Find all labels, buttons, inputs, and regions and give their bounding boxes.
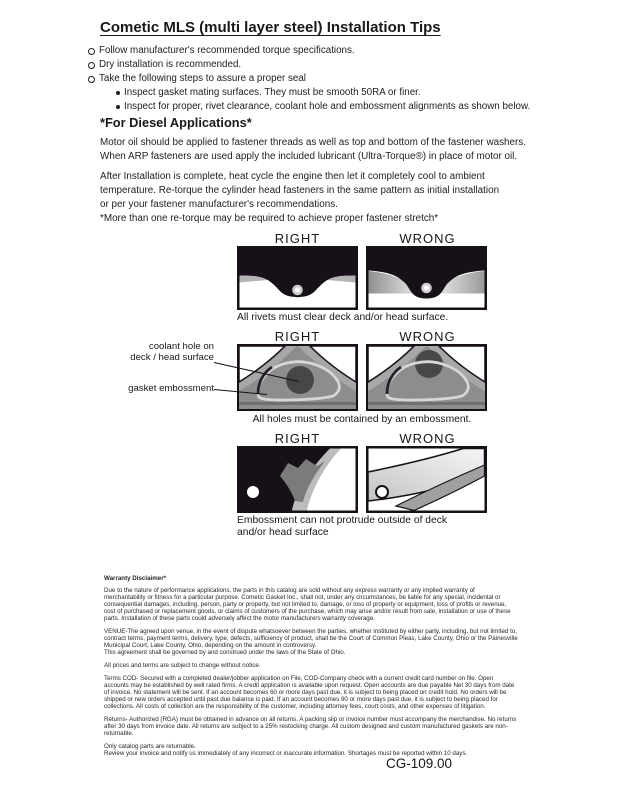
- tip-item: [88, 73, 530, 87]
- open-bullet-icon: [88, 48, 95, 55]
- right-label: RIGHT: [274, 431, 321, 446]
- tip-item: [116, 101, 530, 115]
- legal-paragraph: Terms COD- Secured with a completed dealer/jobber application on File, COD-Company check with a current credit card number on file. Open accounts may be established by well rated firms. A credit application is available upon request. Open accounts are due payable Net 30 days from date of invoice. No statement will be sent. If an account becomes 60 or more days past due, it is subject to being placed on credit hold. No orders will be shipped or new orders accepted until past due balance is paid. If an account becomes 90 or more days past due, it is subject to being placed for collections. All costs of collection are the responsibility of the customer, including attorney fees, court costs, and other expenses of litigation.: [104, 675, 515, 710]
- paragraph-line: After Installation is complete, heat cycle the engine then let it completely cool to ambient: [100, 171, 485, 182]
- diesel-heading: *For Diesel Applications*: [100, 115, 252, 130]
- bolt-hole: [247, 486, 259, 498]
- open-bullet-icon: [88, 62, 95, 69]
- tip-text: Take the following steps to assure a proper seal: [99, 73, 306, 84]
- legal-paragraph: VENUE-The agreed upon venue, in the event of dispute whatsoever between the parties, whether instituted by either party, including, but not limited to, contract terms, payment terms, delivery, type, defects, sufficiency of product, shall be the Court of Common Pleas, Lake County, Ohio or the Painesville Municipal Court, Lake County, Ohio, depending on the amount in controversy.: [104, 628, 518, 649]
- tip-text: Inspect gasket mating surfaces. They must be smooth 50RA or finer.: [124, 87, 421, 98]
- row2-caption: All holes must be contained by an embossment.: [252, 414, 472, 425]
- retorque-note: *More than one re-torque may be required to achieve proper fastener stretch*: [100, 213, 439, 224]
- warranty-disclaimer: [104, 575, 518, 763]
- annotation-line: deck / head surface: [130, 352, 214, 363]
- rivet-center: [424, 285, 429, 290]
- diesel-paragraph-1: [100, 136, 526, 164]
- row3-caption: [237, 515, 447, 538]
- diagram-rivet-right: [237, 246, 358, 310]
- right-label: RIGHT: [274, 231, 321, 246]
- annotation-coolant-hole: [100, 341, 214, 363]
- diagram-embossment-wrong: [366, 344, 487, 411]
- paragraph-line: When ARP fasteners are used apply the included lubricant (Ultra-Torque®) in place of motor oil.: [100, 151, 518, 162]
- annotation-gasket-embossment: gasket embossment: [128, 383, 214, 394]
- bolt-hole: [376, 486, 388, 498]
- right-label: RIGHT: [274, 329, 321, 344]
- diesel-paragraph-2: [100, 170, 499, 212]
- open-bullet-icon: [88, 76, 95, 83]
- tip-item: [88, 59, 530, 73]
- tip-item: [116, 87, 530, 101]
- wrong-label: WRONG: [399, 231, 456, 246]
- legal-paragraph: Returns- Authorized (RGA) must be obtained in advance on all returns. A packing slip or invoice number must accompany the merchandise. No returns after 30 days from invoice date. All returns are subject to a 25% restocking charge. All custom designed and custom manufactured gaskets are non-returnable.: [104, 716, 517, 737]
- tip-text: Dry installation is recommended.: [99, 59, 242, 70]
- paragraph-line: or per your fastener manufacturer's recommendations.: [100, 199, 338, 210]
- page-code: CG-109.00: [386, 756, 453, 771]
- caption-line: and/or head surface: [237, 526, 329, 538]
- legal-paragraph: This agreement shall be governed by and construed under the laws of the State of Ohio.: [104, 649, 346, 656]
- annotation-line: coolant hole on: [148, 341, 214, 352]
- row1-caption: All rivets must clear deck and/or head surface.: [237, 312, 449, 323]
- legal-paragraph: All prices and terms are subject to change without notice.: [104, 662, 261, 669]
- tip-text: Follow manufacturer's recommended torque specifications.: [99, 45, 355, 56]
- wrong-label: WRONG: [399, 431, 456, 446]
- page-title: Cometic MLS (multi layer steel) Installation Tips: [100, 19, 441, 36]
- deck-edge-strip: [368, 402, 485, 405]
- legal-paragraph: Due to the nature of performance applications, the parts in this catalog are sold without any express warranty or any implied warranty of merchantability or fitness for a particular purpose. Cometic Gasket Inc., shall not, under any circumstances, be liable for any special, incidental or consequential damages, including, person, party or property, but not limited to, damage, or loss of property or equipment, loss of profits or revenue, cost of purchased or replacement goods, or claims of customers of the purchase, which may arise and/or result from sale, installation or use of these parts. Installation of these parts could adversely affect the motor manufacturers warranty coverage.: [104, 587, 511, 622]
- tips-list: [88, 45, 530, 115]
- warranty-heading: Warranty Disclaimer*: [104, 575, 167, 582]
- wrong-label: WRONG: [399, 329, 456, 344]
- tip-text: Inspect for proper, rivet clearance, coolant hole and embossment alignments as shown below.: [124, 101, 531, 112]
- legal-paragraph: Only catalog parts are returnable.: [104, 743, 196, 750]
- paragraph-line: temperature. Re-torque the cylinder head fasteners in the same pattern as initial installation: [100, 185, 500, 196]
- diagram-protrude-right: [237, 446, 358, 513]
- coolant-hole: [286, 366, 314, 394]
- tip-item: [88, 45, 530, 59]
- diagram-embossment-right: [237, 344, 358, 411]
- paragraph-line: Motor oil should be applied to fastener threads as well as top and bottom of the fastener washers.: [100, 137, 526, 148]
- diagram-rivet-wrong: [366, 246, 487, 310]
- filled-bullet-icon: [116, 105, 120, 109]
- rivet-center: [295, 287, 300, 292]
- diagram-protrude-wrong: [366, 446, 487, 513]
- legal-paragraph: Review your invoice and notify us immediately of any incorrect or inaccurate information. Shortages must be reported within 10 days.: [104, 750, 468, 757]
- deck-edge-strip: [239, 402, 356, 405]
- caption-line: Embossment can not protrude outside of deck: [237, 515, 448, 526]
- filled-bullet-icon: [116, 91, 120, 95]
